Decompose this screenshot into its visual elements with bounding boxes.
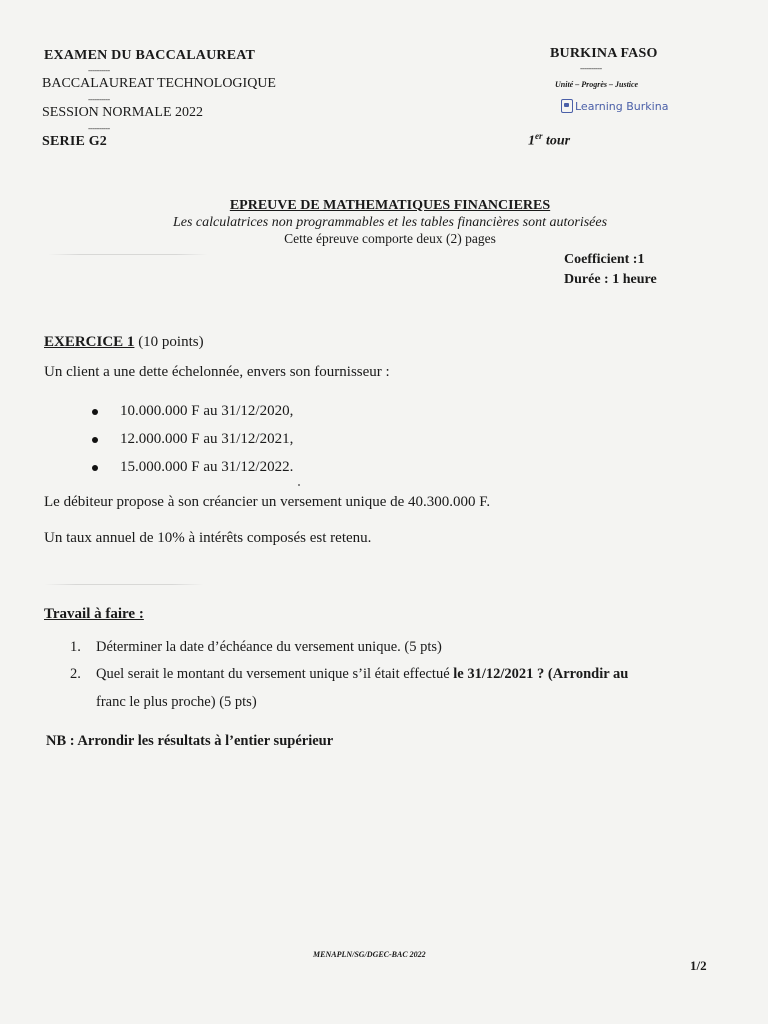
- page-number: 1/2: [690, 958, 707, 973]
- pages-note: Cette épreuve comporte deux (2) pages: [284, 231, 496, 246]
- separator: ----------: [88, 66, 110, 75]
- separator: ----------: [88, 95, 110, 104]
- watermark-text: Learning Burkina: [575, 99, 669, 113]
- learning-burkina-watermark: [561, 99, 668, 113]
- series: SERIE G2: [42, 134, 108, 149]
- debtor-proposal: Le débiteur propose à son créancier un versement unique de 40.300.000 F.: [44, 494, 491, 510]
- exercise-intro: Un client a une dette échelonnée, envers son fournisseur :: [44, 364, 390, 380]
- duration: Durée : 1 heure: [564, 272, 657, 287]
- interest-rate: Un taux annuel de 10% à intérêts composés est retenu.: [44, 530, 372, 546]
- country-name: BURKINA FASO: [550, 46, 658, 61]
- bullet-icon: [92, 409, 98, 415]
- separator: ----------: [88, 124, 110, 133]
- bullet-icon: [92, 437, 98, 443]
- task-continuation: franc le plus proche) (5 pts): [96, 694, 257, 710]
- document-code: MENAPLN/SG/DGEC-BAC 2022: [313, 950, 426, 959]
- exam-level-title: EXAMEN DU BACCALAUREAT: [44, 48, 256, 63]
- bullet-icon: [92, 465, 98, 471]
- exam-title: EPREUVE DE MATHEMATIQUES FINANCIERES: [229, 198, 551, 213]
- scan-artifact: [48, 254, 208, 255]
- session: SESSION NORMALE 2022: [42, 105, 204, 120]
- calculator-note: Les calculatrices non programmables et les tables financières sont autorisées: [172, 215, 608, 230]
- coefficient: Coefficient :1: [564, 252, 645, 267]
- national-motto: Unité – Progrès – Justice: [555, 80, 639, 89]
- list-item: 10.000.000 F au 31/12/2020,: [92, 403, 293, 420]
- task-item: 2. Quel serait le montant du versement unique s’il était effectué le 31/12/2021 ? (Arrondir au: [70, 666, 629, 682]
- list-item: 15.000.000 F au 31/12/2022.: [92, 459, 293, 476]
- round-label: 1er tour: [528, 131, 571, 149]
- task-item: 1. Déterminer la date d’échéance du versement unique. (5 pts): [70, 639, 442, 655]
- scan-speck: [298, 484, 300, 486]
- bac-type: BACCALAUREAT TECHNOLOGIQUE: [42, 76, 276, 91]
- work-heading: Travail à faire :: [44, 606, 144, 622]
- exercise-heading: EXERCICE 1 (10 points): [44, 334, 204, 350]
- separator: ----------: [580, 64, 602, 73]
- nb-note: NB : Arrondir les résultats à l’entier supérieur: [46, 733, 334, 749]
- scan-artifact: [44, 584, 204, 585]
- list-item: 12.000.000 F au 31/12/2021,: [92, 431, 293, 448]
- learning-logo-icon: [561, 99, 573, 113]
